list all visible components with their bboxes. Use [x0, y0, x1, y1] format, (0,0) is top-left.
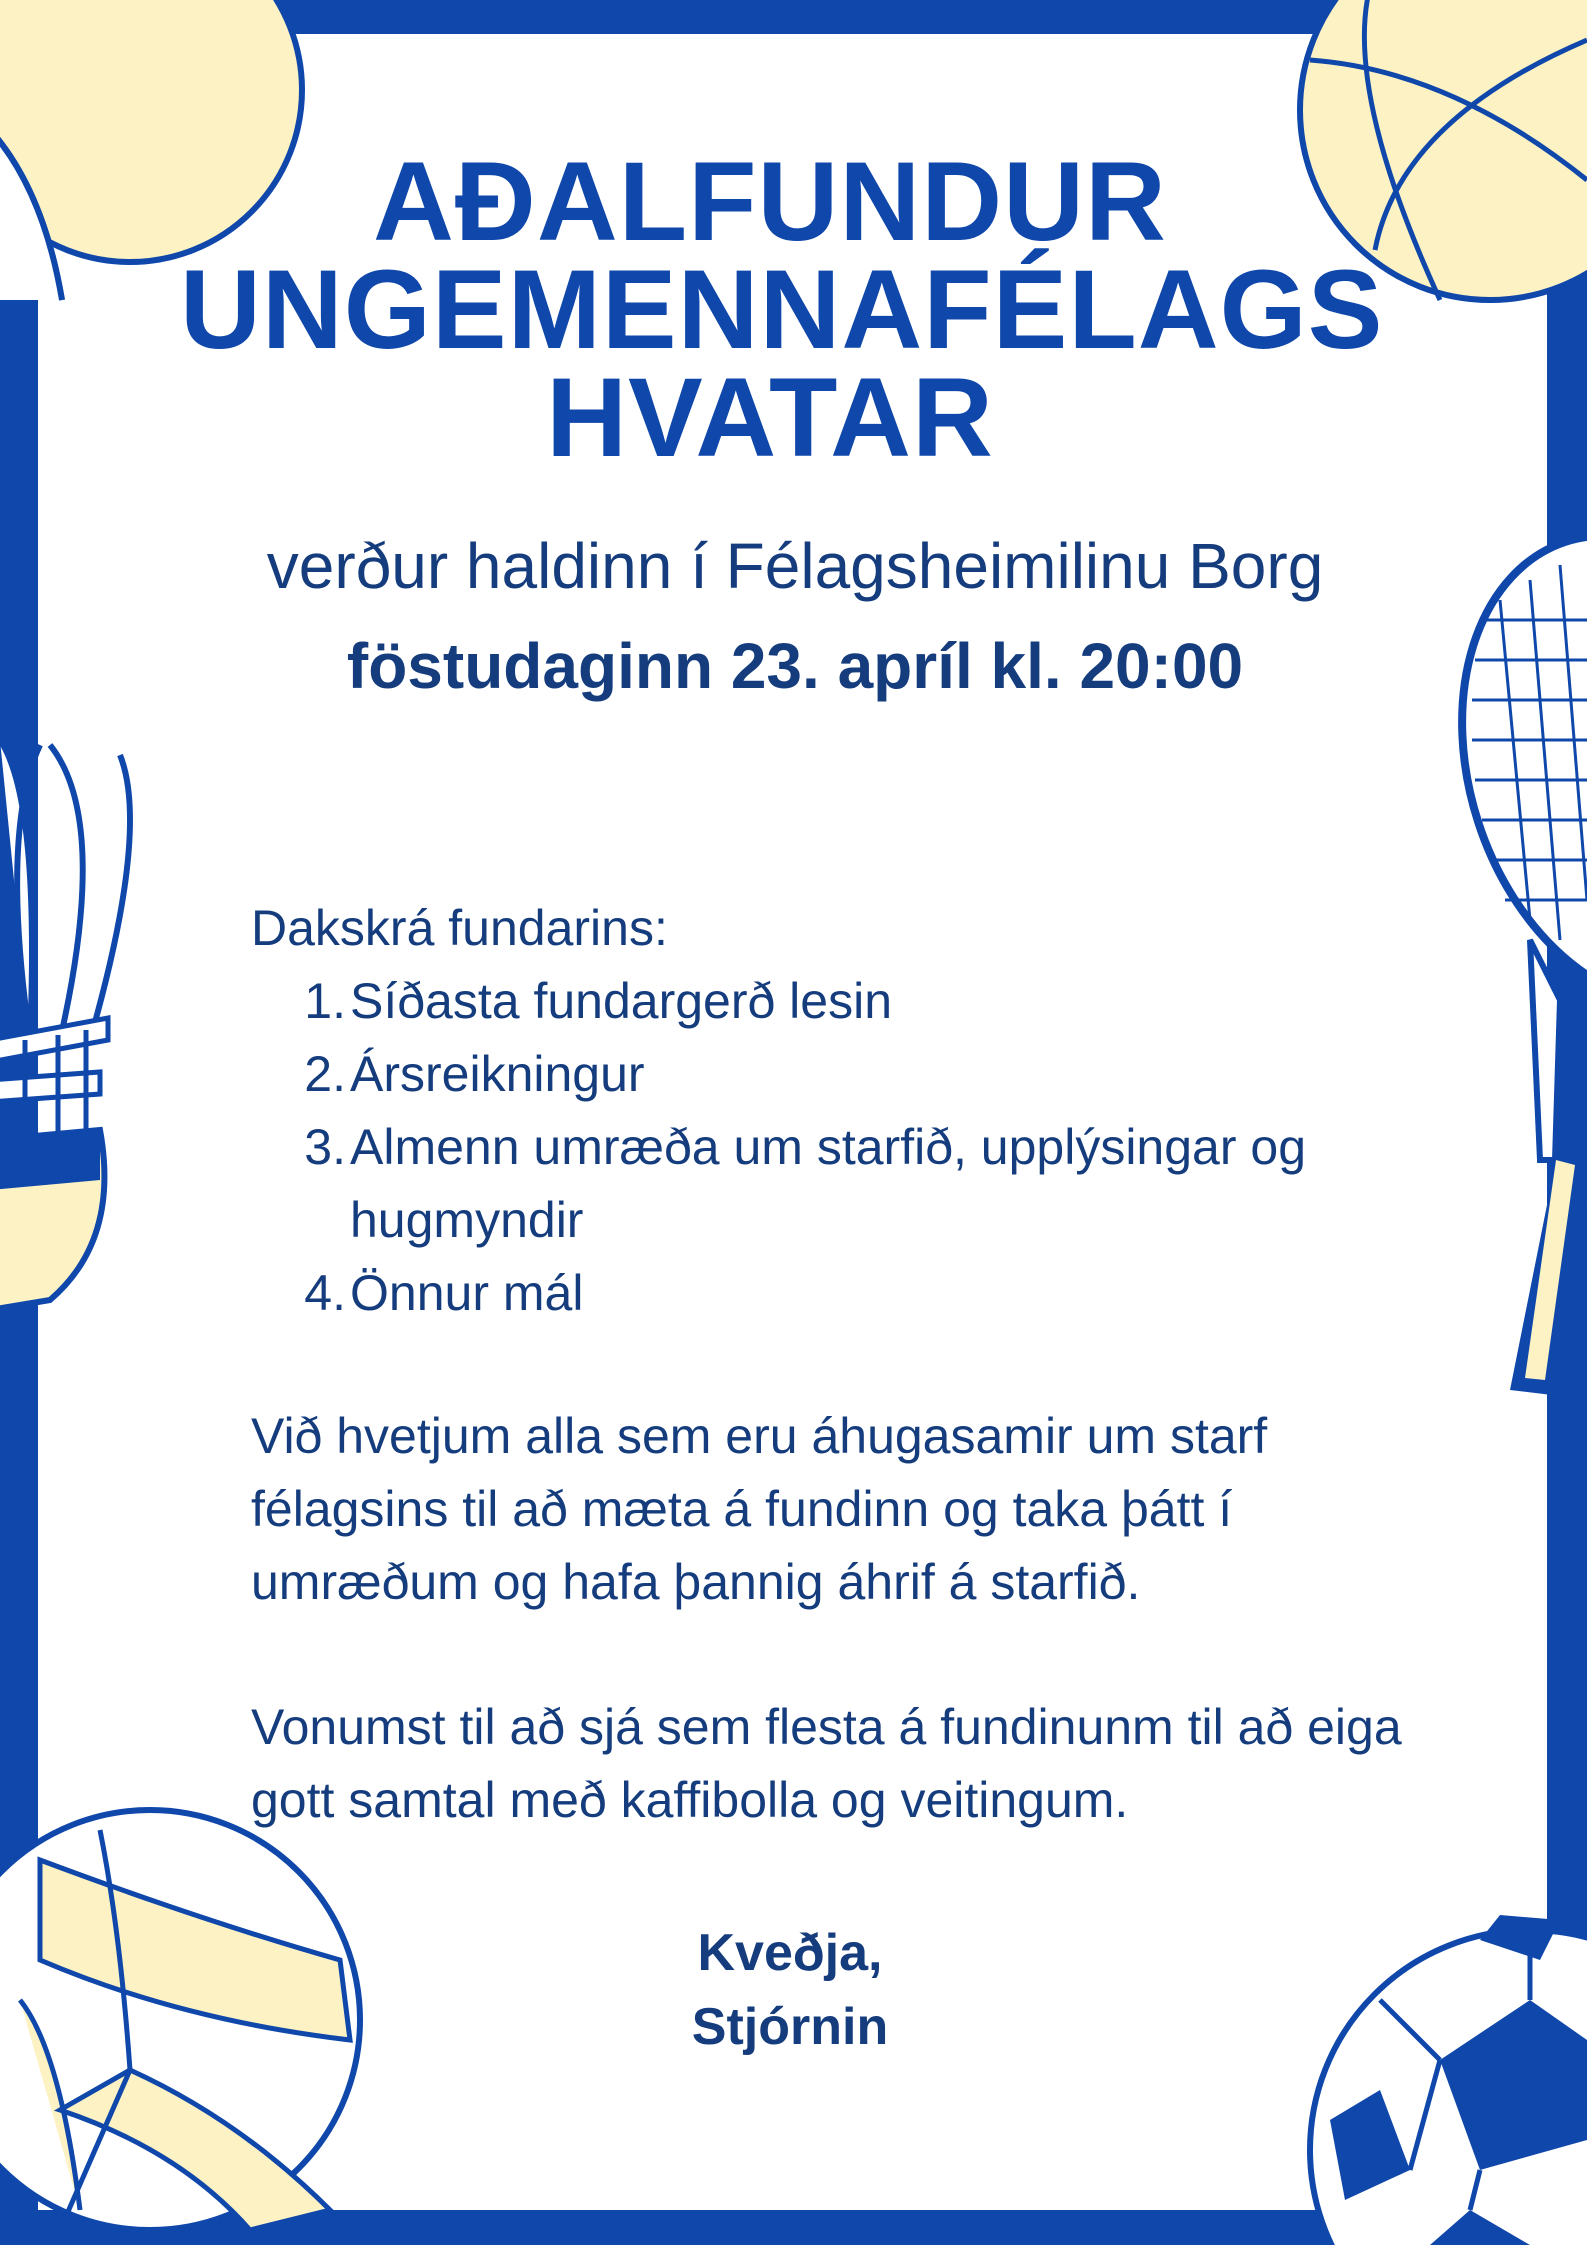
signature — [540, 1916, 1040, 2064]
title-line-1: AÐALFUNDUR — [373, 139, 1167, 264]
agenda-heading: Dakskrá fundarins: — [251, 900, 668, 956]
agenda-item — [251, 965, 1351, 1038]
agenda-list — [251, 965, 1351, 1330]
agenda-item-text: Almenn umræða um starfið, upplýsingar og hugmyndir — [350, 1119, 1307, 1248]
signature-greeting: Kveðja, — [697, 1924, 883, 1982]
signature-sender: Stjórnin — [691, 1998, 889, 2056]
agenda-item-text: Síðasta fundargerð lesin — [350, 973, 893, 1029]
page-title — [180, 139, 1384, 480]
agenda-item-number: 2. — [304, 1046, 346, 1102]
agenda-item-text: Önnur mál — [350, 1265, 584, 1321]
agenda-item — [251, 1111, 1351, 1257]
invite-paragraph: Við hvetjum alla sem eru áhugasamir um starf félagsins til að mæta á fundinn og taka þátt í umræðum og hafa þannig áhrif á starfið. — [251, 1408, 1268, 1610]
agenda-item-number: 3. — [304, 1119, 346, 1175]
datetime-text: föstudaginn 23. apríl kl. 20:00 — [346, 630, 1244, 702]
title-line-3: HVATAR — [546, 355, 994, 480]
location-text: verður haldinn í Félagsheimilinu Borg — [266, 530, 1324, 602]
agenda-item — [251, 1257, 1351, 1330]
agenda-item-number: 1. — [304, 973, 346, 1029]
title-line-2: UNGEMENNAFÉLAGS — [180, 247, 1384, 372]
agenda-item — [251, 1038, 1351, 1111]
closing-paragraph: Vonumst til að sjá sem flesta á fundinunm til að eiga gott samtal með kaffibolla og veitingum. — [251, 1699, 1402, 1828]
agenda-item-number: 4. — [304, 1265, 346, 1321]
agenda-item-text: Ársreikningur — [350, 1046, 645, 1102]
